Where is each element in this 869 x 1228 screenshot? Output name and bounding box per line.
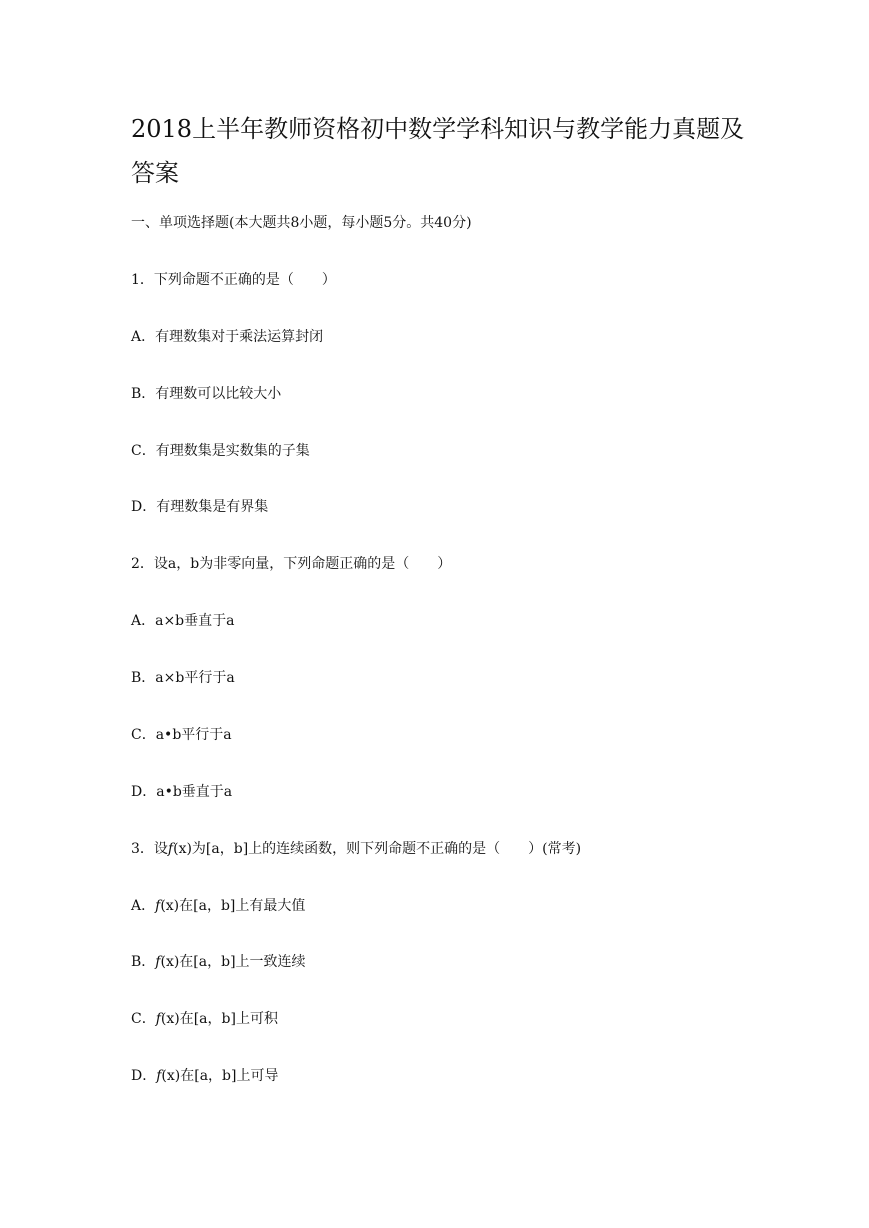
option-label: A．	[131, 898, 156, 914]
question-2-stem: 2．设a，b为非零向量，下列命题正确的是（ ）	[131, 556, 452, 572]
function-symbol: f	[167, 841, 174, 857]
question-2-option-a: A．a×b垂直于a	[131, 613, 235, 629]
question-1-option-b: B．有理数可以比较大小	[131, 386, 282, 402]
question-3-option-c	[131, 1009, 278, 1029]
option-label: C．	[131, 1011, 156, 1027]
option-text: (x)在[a，b]上有最大值	[160, 898, 306, 914]
function-symbol: f	[155, 1011, 161, 1027]
question-3-stem-suffix: (x)为[a，b]上的连续函数，则下列命题不正确的是（ ）(常考)	[173, 841, 582, 857]
function-symbol: f	[156, 1068, 162, 1084]
question-1-option-a: A．有理数集对于乘法运算封闭	[131, 329, 324, 345]
option-text: (x)在[a，b]上可导	[161, 1068, 279, 1084]
option-label: D．	[131, 1068, 157, 1084]
section-heading: 一、单项选择题(本大题共8小题，每小题5分。共40分)	[131, 215, 472, 231]
function-symbol: f	[155, 898, 161, 914]
question-2-option-d: D．a•b垂直于a	[131, 784, 233, 800]
document-title	[131, 107, 751, 195]
question-3-option-a	[131, 896, 305, 916]
question-2-option-b: B．a×b平行于a	[131, 670, 235, 686]
function-symbol: f	[155, 954, 161, 970]
title-line-2: 答案	[131, 159, 179, 187]
question-2-option-c: C．a•b平行于a	[131, 727, 232, 743]
question-1-option-c: C．有理数集是实数集的子集	[131, 443, 310, 459]
question-3-stem	[131, 839, 581, 859]
option-text: (x)在[a，b]上可积	[160, 1011, 278, 1027]
title-line-1: 2018上半年教师资格初中数学学科知识与教学能力真题及	[131, 115, 745, 143]
question-3-stem-prefix: 3．设	[131, 841, 168, 857]
question-1-option-d: D．有理数集是有界集	[131, 499, 269, 515]
question-3-option-b	[131, 952, 306, 972]
option-label: B．	[131, 954, 156, 970]
question-1-stem: 1．下列命题不正确的是（ ）	[131, 272, 336, 288]
option-text: (x)在[a，b]上一致连续	[160, 954, 306, 970]
question-3-option-d	[131, 1066, 278, 1086]
